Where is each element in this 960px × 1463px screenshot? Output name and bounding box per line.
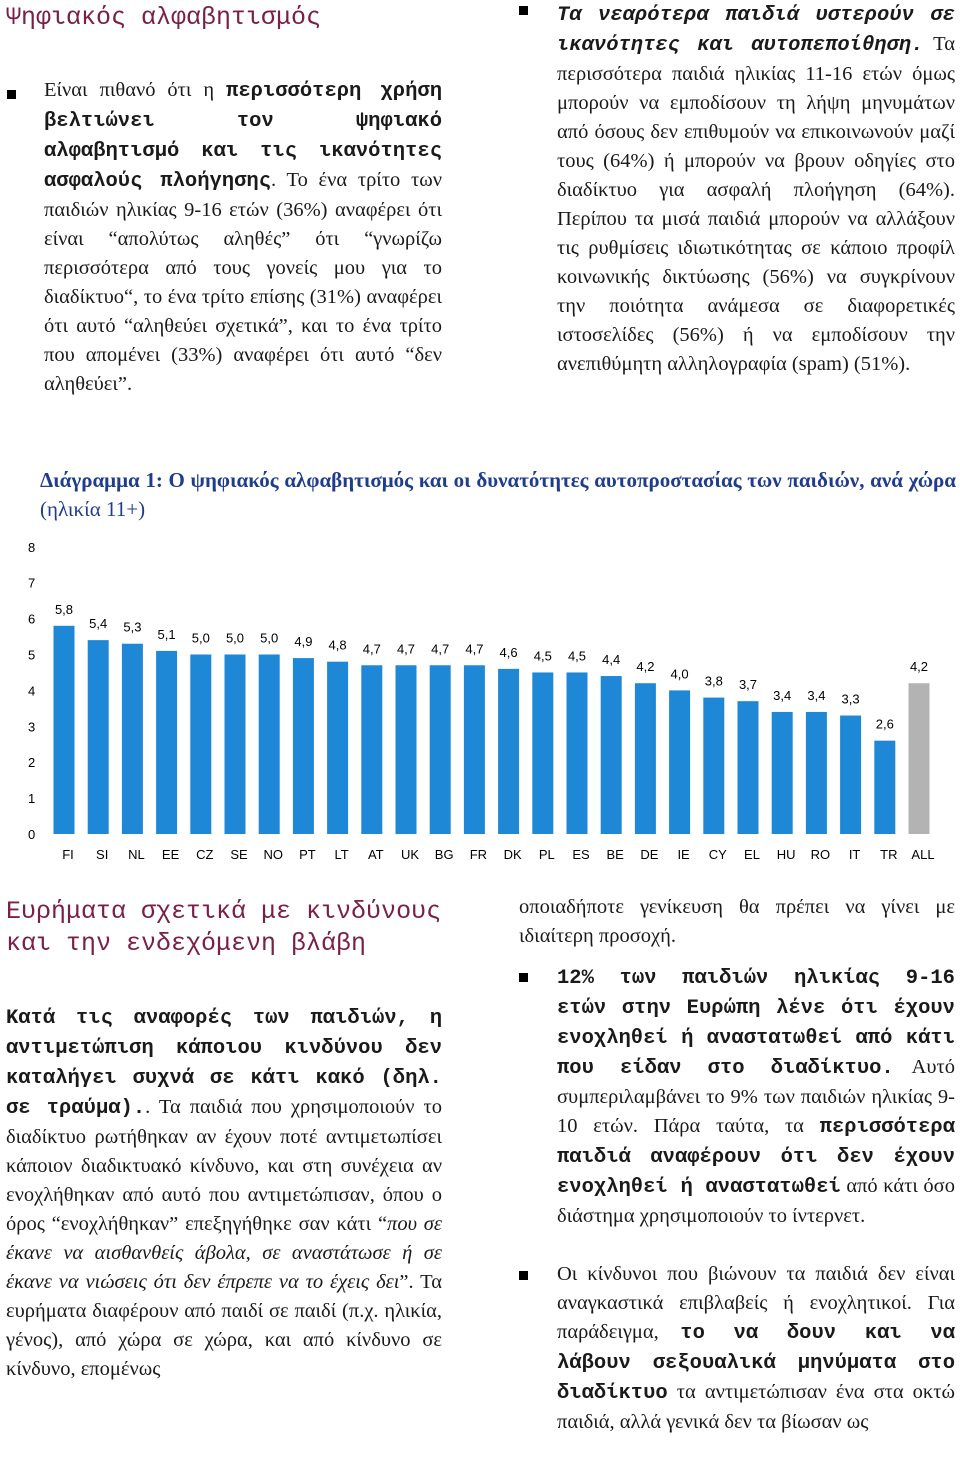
value-label-cy: 3,8 [704, 673, 723, 689]
value-labels [55, 602, 928, 732]
bar-all [909, 683, 930, 834]
value-label-ro: 3,4 [807, 687, 826, 703]
x-tick-label-ie: IE [677, 847, 690, 862]
paragraph-skills [557, 0, 955, 379]
x-tick-label-bg: BG [434, 847, 454, 862]
x-tick-label-fi: FI [62, 847, 74, 862]
value-label-dk: 4,6 [499, 644, 518, 660]
bullet-marker [519, 1271, 528, 1280]
x-tick-label-ee: EE [161, 847, 180, 862]
x-tick-label-pl: PL [538, 847, 555, 862]
value-label-es: 4,5 [567, 648, 587, 664]
text-span: Τα περισσότερα παιδιά ηλικίας 11-16 ετών όμως μπορούν να εμποδίσουν τη λήψη μηνυμάτων από όσους δεν επιθυμούν να επικοινωνούν μαζί τους (64%) ή μπορούν να βρουν οδηγίες στο διαδίκτυο για ασφαλή πλοήγηση (64%). Περίπου τα μισά παιδιά μπορούν να αλλάξουν τις ρυθμίσεις ιδιωτικότητας σε κάποιο προφίλ κοινωνικής δικτύωσης (56%) να συγκρίνουν την ποιότητα ανάμεσα σε διαφορετικές ιστοσελίδες (56%) ή να εμποδίσουν την ανεπιθύμητη αλληλογραφία (spam) (51%). [557, 33, 955, 375]
x-tick-label-dk: DK [503, 847, 522, 862]
paragraph-risks [6, 1003, 442, 1384]
value-label-uk: 4,7 [396, 641, 416, 657]
bar-ie [669, 690, 690, 834]
text-span: τα αντιμετώπισαν ένα στα οκτώ παιδιά, αλλά γενικά δεν τα βίωσαν ως [557, 1381, 955, 1433]
bar-chart [0, 530, 960, 870]
value-label-fi: 5,8 [54, 601, 74, 617]
x-tick-label-se: SE [230, 847, 248, 862]
text-span: Αυτό συμπεριλαμβάνει το 9% των παιδιών ηλικίας 9-10 ετών. Πάρα ταύτα, τα [557, 1056, 955, 1137]
bar-hu [772, 712, 793, 834]
x-tick-label-el: EL [744, 847, 760, 862]
x-tick-label-si: SI [96, 847, 109, 862]
x-tick-label-all: ALL [911, 847, 935, 862]
value-label-all: 4,2 [909, 659, 929, 675]
x-tick-label-uk: UK [400, 847, 420, 862]
bold-span: Κατά τις αναφορές των παιδιών, η αντιμετώπιση κάποιου κινδύνου δεν καταλήγει συχνά σε κάτι κακό (δηλ. σε τραύμα). [6, 1007, 442, 1120]
value-label-de: 4,2 [636, 659, 655, 675]
bars [54, 626, 930, 834]
bullet-marker [519, 973, 528, 982]
bar-fi [54, 626, 75, 834]
text-span: . Το ένα τρίτο των παιδιών ηλικίας 9-16 ετών (36%) αναφέρει ότι είναι “απολύτως αληθές” ότι “γνωρίζω περισσότερα από τους γονείς μου για το διαδίκτυο“, το ένα τρίτο επίσης (31%) αναφέρει ότι αυτό “αληθεύει σχετικά”, και το ένα τρίτο που απομένει (33%) αναφέρει ότι αυτό “δεν αληθεύει”. [44, 169, 442, 395]
value-label-pl: 4,5 [533, 648, 552, 664]
y-tick-label: 0 [28, 827, 36, 842]
value-label-hu: 3,4 [773, 687, 792, 703]
text-span: από κάτι όσο διάστημα χρησιμοποιούν το ίντερνετ. [557, 1175, 955, 1227]
bar-it [840, 716, 861, 834]
value-label-pt: 4,9 [294, 634, 313, 650]
x-tick-label-cy: CY [708, 847, 727, 862]
bar-el [738, 701, 759, 834]
text-span: ”. Τα ευρήματα διαφέρουν από παιδί σε παιδί (π.χ. ηλικία, γένος), από χώρα σε χώρα, και από κίνδυνο σε κίνδυνο, επομένως [6, 1271, 442, 1380]
paragraph-generalisation [519, 893, 955, 951]
x-tick-label-hu: HU [776, 847, 796, 862]
value-label-lt: 4,8 [328, 637, 347, 653]
bar-cz [190, 655, 211, 835]
value-label-be: 4,4 [602, 652, 621, 668]
y-tick-label: 6 [28, 611, 36, 627]
x-tick-label-de: DE [640, 847, 659, 862]
value-label-fr: 4,7 [465, 641, 484, 657]
text-span: . Τα παιδιά που χρησιμοποιούν το διαδίκτυο ρωτήθηκαν αν έχουν ποτέ αντιμετωπίσει κάποιον διαδικτυακό κίνδυνο, και στη συνέχεια αν ενοχλήθηκαν από αυτό που αντιμετώπισαν, όπου ο όρος “ενοχλήθηκαν” επεξηγήθηκε σαν κάτι “ [6, 1096, 442, 1235]
x-axis-labels [62, 847, 934, 862]
bold-italic-span: Τα νεαρότερα παιδιά υστερούν σε ικανότητες και αυτοπεποίθηση. [557, 4, 955, 57]
bold-span: 12% των παιδιών ηλικίας 9-16 ετών στην Ευρώπη λένε ότι έχουν ενοχληθεί ή αναστατωθεί από κάτι που είδαν στο διαδίκτυο. [557, 967, 955, 1080]
value-label-tr: 2,6 [875, 716, 894, 732]
bar-dk [498, 669, 519, 834]
heading-line: Ευρήματα σχετικά με κινδύνους [6, 897, 442, 926]
chart-caption [40, 466, 956, 524]
x-tick-label-be: BE [606, 847, 624, 862]
y-tick-label: 8 [28, 539, 36, 555]
bar-ee [156, 651, 177, 834]
value-label-it: 3,3 [841, 691, 860, 707]
bold-span: περισσότερη χρήση βελτιώνει τον ψηφιακό αλφαβητισμό και τις ικανότητες ασφαλούς πλοήγησης [44, 80, 442, 193]
x-tick-label-lt: LT [334, 847, 349, 862]
value-label-at: 4,7 [362, 641, 381, 657]
y-tick-label: 4 [28, 683, 36, 699]
bar-be [601, 676, 622, 834]
bar-tr [874, 741, 895, 834]
x-tick-label-ro: RO [810, 847, 831, 862]
value-label-el: 3,7 [738, 677, 758, 693]
bar-es [567, 672, 588, 834]
bar-pt [293, 658, 314, 834]
y-axis [28, 540, 35, 842]
bar-nl [122, 644, 143, 834]
bar-bg [430, 665, 451, 834]
bold-span: περισσότερα παιδιά αναφέρουν ότι δεν έχουν ενοχληθεί ή αναστατωθεί [557, 1116, 955, 1199]
text-span: Οι κίνδυνοι που βιώνουν τα παιδιά δεν είναι αναγκαστικά επιβλαβείς ή ενοχλητικοί. Για παράδειγμα, [557, 1263, 955, 1343]
paragraph-literacy [44, 76, 442, 399]
bar-cy [703, 698, 724, 834]
page-title: Ψηφιακός αλφαβητισμός [6, 3, 322, 32]
section-heading-risks [6, 896, 441, 960]
y-tick-label: 5 [28, 647, 36, 663]
bar-fr [464, 665, 485, 834]
value-label-cz: 5,0 [191, 630, 210, 646]
x-tick-label-cz: CZ [196, 847, 214, 862]
bar-at [361, 665, 382, 834]
bar-lt [327, 662, 348, 834]
value-label-si: 5,4 [89, 616, 108, 632]
bar-si [88, 640, 109, 834]
x-tick-label-nl: NL [128, 847, 145, 862]
x-tick-label-tr: TR [880, 847, 898, 862]
x-tick-label-es: ES [572, 847, 590, 862]
paragraph-risks-not-harmful [557, 1260, 955, 1437]
paragraph-upset [557, 963, 955, 1231]
x-tick-label-no: NO [263, 847, 283, 862]
bar-de [635, 683, 656, 834]
value-label-bg: 4,7 [431, 641, 450, 657]
caption-bold: Διάγραμμα 1: Ο ψηφιακός αλφαβητισμός και οι δυνατότητες αυτοπροστασίας των παιδιών, ανά χώρα [40, 468, 956, 492]
x-tick-label-pt: PT [299, 847, 316, 862]
x-tick-label-fr: FR [469, 847, 488, 862]
bullet-marker [7, 90, 16, 99]
bar-no [259, 655, 280, 835]
value-label-ee: 5,1 [157, 626, 176, 642]
x-tick-label-at: AT [367, 847, 384, 862]
italic-span: που σε έκανε να αισθανθείς άβολα, σε αναστάτωσε ή σε έκανε να νιώσεις ότι δεν έπρεπε να το έχεις δει [6, 1213, 442, 1293]
bar-uk [396, 665, 417, 834]
heading-line: και την ενδεχόμενη βλάβη [6, 929, 367, 958]
text-span: Είναι πιθανό ότι η [44, 79, 227, 101]
bar-se [225, 655, 246, 835]
y-tick-label: 3 [28, 719, 36, 735]
caption-normal: (ηλικία 11+) [40, 497, 146, 521]
x-tick-label-it: IT [848, 847, 861, 862]
bullet-marker [519, 6, 528, 15]
value-label-nl: 5,3 [123, 619, 142, 635]
y-tick-label: 2 [28, 755, 36, 771]
y-tick-label: 7 [28, 575, 36, 591]
value-label-se: 5,0 [225, 630, 245, 646]
bar-pl [532, 672, 553, 834]
bar-ro [806, 712, 827, 834]
y-tick-label: 1 [28, 791, 36, 807]
value-label-ie: 4,0 [670, 666, 689, 682]
value-label-no: 5,0 [260, 630, 279, 646]
text-span: οποιαδήποτε γενίκευση θα πρέπει να γίνει με ιδιαίτερη προσοχή. [519, 896, 955, 947]
bold-span: το να δουν και να λάβουν σεξουαλικά μηνύματα στο διαδίκτυο [557, 1322, 955, 1405]
